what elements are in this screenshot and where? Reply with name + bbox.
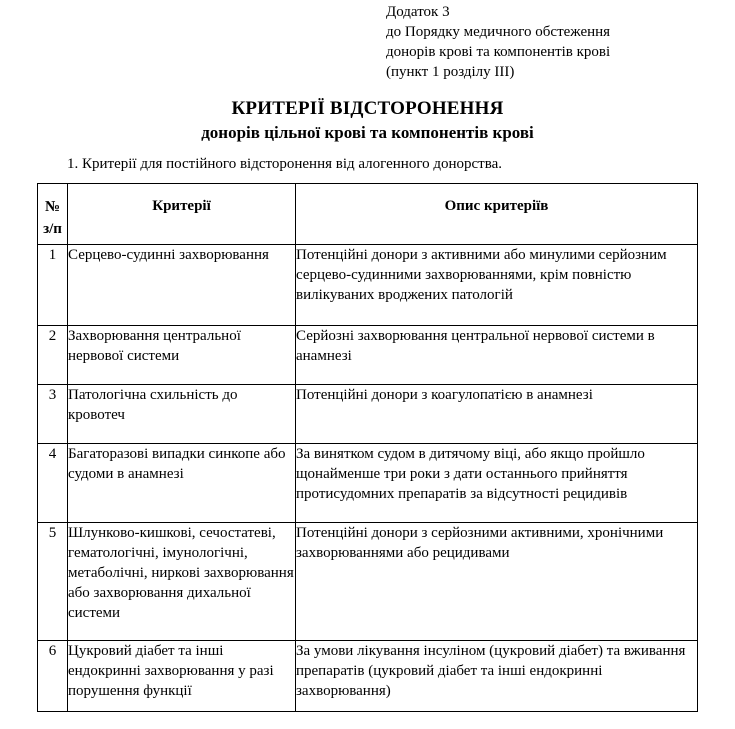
row-criterion: Захворювання центральної нервової системи [68,326,296,385]
row-description: Потенційні донори з серйозними активними, хронічними захворюваннями або рецидивами [296,523,698,641]
header-number-symbol: № [44,199,61,215]
addendum-line: до Порядку медичного обстеження [386,24,611,40]
table-row [38,326,698,385]
row-number: 6 [38,641,68,712]
row-number: 4 [38,444,68,523]
table-row [38,523,698,641]
header-number [38,184,68,245]
row-description: Потенційні донори з активними або минулими серйозним серцево-судинними захворюваннями, крім повністю вилікуваних вроджених патологій [296,245,698,326]
addendum-line: Додаток 3 [386,4,450,20]
header-number-abbr: з/п [43,221,62,237]
document-subtitle: донорів цільної крові та компонентів крові [201,123,534,142]
row-criterion: Шлунково-кишкові, сечостатеві, гематологічні, імунологічні, метаболічні, ниркові захворювання або захворювання дихальної системи [68,523,296,641]
row-number: 3 [38,385,68,444]
row-criterion: Цукровий діабет та інші ендокринні захворювання у разі порушення функції [68,641,296,712]
row-description: Потенційні донори з коагулопатією в анамнезі [296,385,698,444]
row-number: 1 [38,245,68,326]
section-intro: 1. Критерії для постійного відсторонення від алогенного донорства. [67,156,503,172]
table-row [38,245,698,326]
table-row [38,641,698,712]
document-title: КРИТЕРІЇ ВІДСТОРОНЕННЯ [231,98,504,119]
row-description: За винятком судом в дитячому віці, або якщо пройшло щонайменше три роки з дати останнього прийняття протисудомних препаратів за відсутності рецидивів [296,444,698,523]
row-number: 5 [38,523,68,641]
row-number: 2 [38,326,68,385]
addendum-block [386,2,610,82]
row-criterion: Серцево-судинні захворювання [68,245,296,326]
table-header-row [38,184,698,245]
table-row [38,385,698,444]
addendum-line: (пункт 1 розділу ІІІ) [386,64,515,80]
addendum-line: донорів крові та компонентів крові [386,44,611,60]
header-criteria: Критерії [68,184,296,245]
criteria-table [37,183,698,712]
table-row [38,444,698,523]
row-criterion: Багаторазові випадки синкопе або судоми в анамнезі [68,444,296,523]
header-description: Опис критеріїв [296,184,698,245]
row-description: Серйозні захворювання центральної нервової системи в анамнезі [296,326,698,385]
row-description: За умови лікування інсуліном (цукровий діабет) та вживання препаратів (цукровий діабет та інші ендокринні захворювання) [296,641,698,712]
row-criterion: Патологічна схильність до кровотеч [68,385,296,444]
